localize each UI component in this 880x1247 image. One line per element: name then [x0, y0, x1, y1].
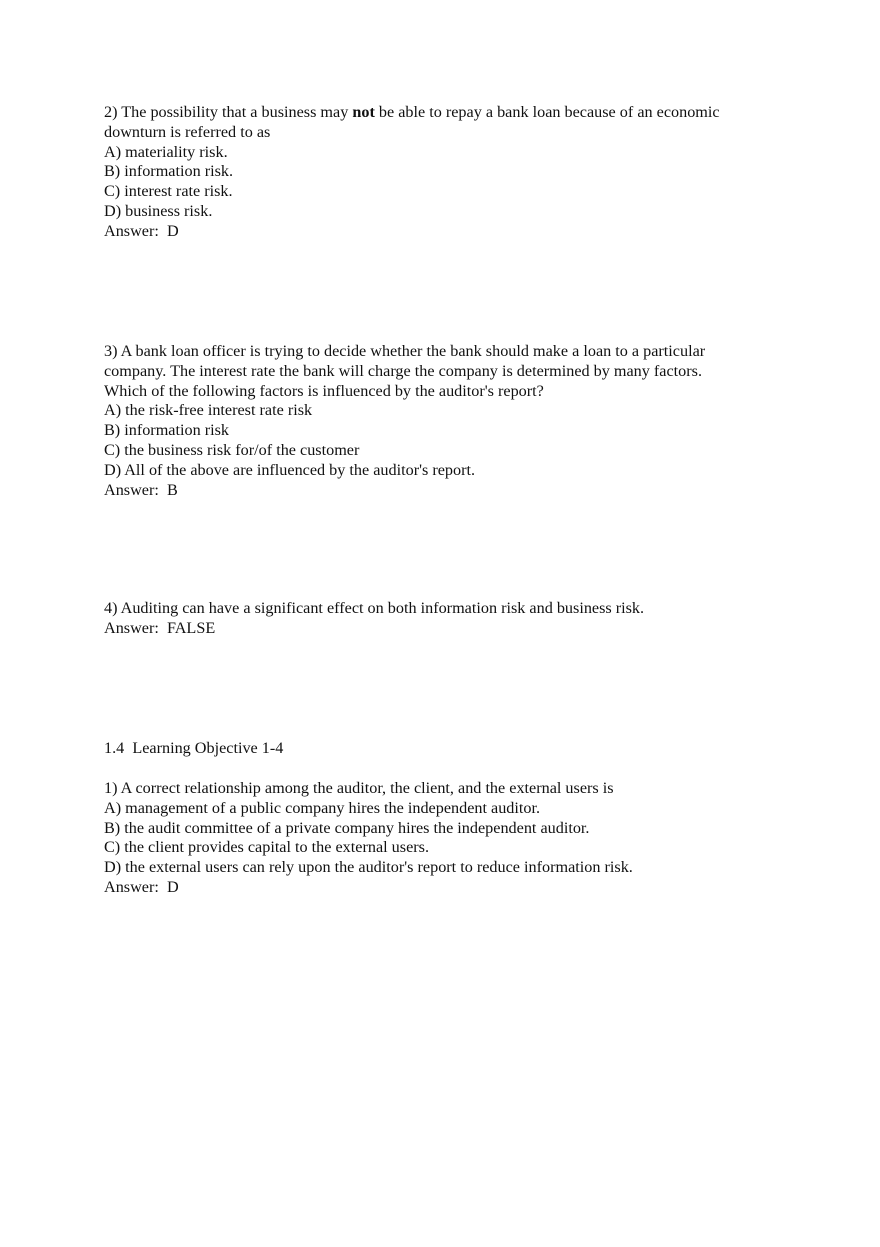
- answer: Answer: D: [104, 877, 179, 896]
- question-stem-line: Which of the following factors is influenced by the auditor's report?: [104, 381, 544, 400]
- answer: Answer: D: [104, 221, 179, 240]
- option-a: A) materiality risk.: [104, 142, 228, 161]
- question-stem-line: 2) The possibility that a business may not be able to repay a bank loan because of an economic: [104, 103, 720, 121]
- section-question-1: [104, 779, 804, 898]
- question-2: [104, 103, 804, 242]
- question-stem-line: 4) Auditing can have a significant effect on both information risk and business risk.: [104, 599, 645, 617]
- option-d: D) All of the above are influenced by the auditor's report.: [104, 460, 476, 479]
- option-b: B) the audit committee of a private company hires the independent auditor.: [104, 818, 590, 837]
- option-a: A) management of a public company hires the independent auditor.: [104, 798, 541, 817]
- option-d: D) the external users can rely upon the auditor's report to reduce information risk.: [104, 858, 633, 877]
- question-4: [104, 599, 804, 639]
- question-stem-line: 3) A bank loan officer is trying to decide whether the bank should make a loan to a particular: [104, 342, 706, 360]
- emphasis-not: not: [352, 103, 375, 121]
- question-stem-line: 1) A correct relationship among the auditor, the client, and the external users is: [104, 779, 614, 797]
- section-heading: 1.4 Learning Objective 1-4: [104, 739, 284, 757]
- option-c: C) the client provides capital to the external users.: [104, 838, 429, 857]
- section-heading-block: [104, 739, 804, 759]
- option-c: C) interest rate risk.: [104, 182, 233, 201]
- option-b: B) information risk: [104, 421, 229, 440]
- question-stem-line: downturn is referred to as: [104, 122, 271, 141]
- option-c: C) the business risk for/of the customer: [104, 440, 360, 459]
- question-3: [104, 342, 804, 500]
- question-stem-line: company. The interest rate the bank will charge the company is determined by many factors.: [104, 361, 702, 380]
- answer: Answer: B: [104, 480, 178, 499]
- option-b: B) information risk.: [104, 162, 234, 181]
- option-d: D) business risk.: [104, 201, 213, 220]
- option-a: A) the risk-free interest rate risk: [104, 401, 313, 420]
- answer: Answer: FALSE: [104, 618, 216, 637]
